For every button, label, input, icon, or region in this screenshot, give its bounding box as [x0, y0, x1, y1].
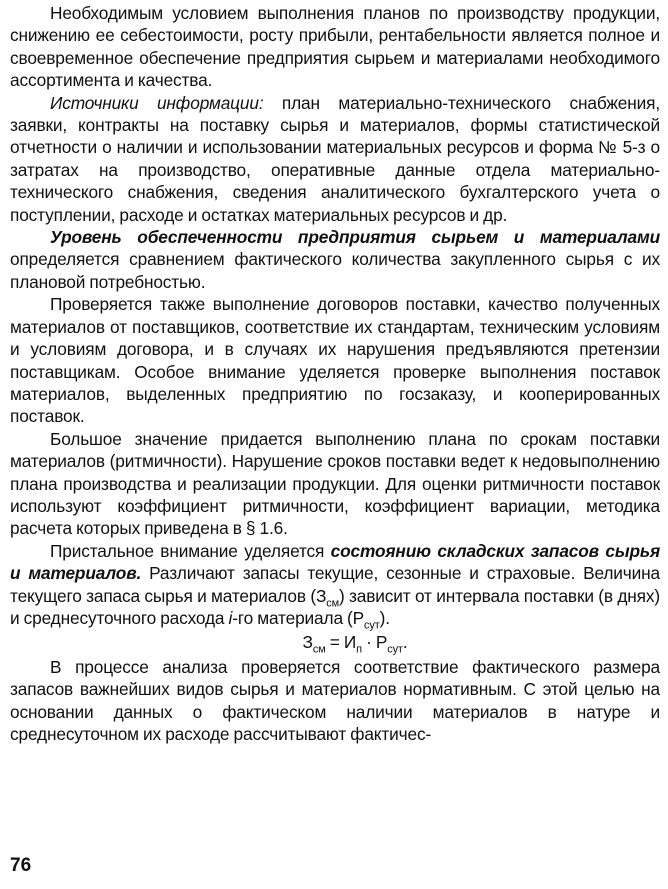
paragraph-6 — [10, 540, 660, 630]
paragraph-5-text: Большое значение придается выполнению плана по срокам поставки материалов (ритмичности). Нарушение сроков поставки ведет к недовыполнению плана производства и реализации продукции. Для оценки ритмичности поставок используют коэффициент ритмичности, коэффициент вариации, методика расчета которых приведена в § 1.6. — [10, 428, 660, 539]
supply-level-heading: Уровень обеспеченности предприятия сырьем и материалами — [50, 227, 660, 248]
formula-lhs-sub: см — [312, 643, 326, 656]
book-page — [10, 2, 660, 887]
paragraph-2 — [10, 92, 660, 226]
subscript-sm: см — [326, 597, 339, 610]
paragraph-5 — [10, 428, 660, 540]
formula-r-sub: сут — [387, 643, 403, 656]
paragraph-6-text-a: Пристальное внимание уделяется — [50, 540, 331, 561]
subscript-sut: сут — [364, 619, 380, 632]
formula-i-sub: п — [356, 643, 362, 656]
paragraph-6-text-d: -го материала (Р — [232, 607, 365, 628]
page-number: 76 — [10, 855, 32, 876]
paragraph-7 — [10, 656, 660, 746]
stock-formula — [10, 631, 660, 656]
formula-dot: · Р — [361, 632, 388, 653]
paragraph-1 — [10, 2, 660, 92]
paragraph-1-text: Необходимым условием выполнения планов по производству продукции, снижению ее себестоимости, росту прибыли, рентабельности является полное и своевременное обеспечение предприятия сырьем и материалами необходимого ассортимента и качества. — [10, 3, 660, 91]
paragraph-6-text-c: ) зависит от интервала поставки (в днях) и среднесуточного расхода — [10, 585, 660, 628]
formula-eq: = И — [325, 632, 357, 653]
paragraph-3-text: определяется сравнением фактического количества закупленного сырья с их плановой потребностью. — [10, 249, 660, 292]
paragraph-4 — [10, 293, 660, 427]
paragraph-7-text: В процессе анализа проверяется соответствие фактического размера запасов важнейших видов сырья и материалов нормативным. С этой целью на основании данных о фактическом наличии материалов в натуре и среднесуточном их расходе рассчитывают фактичес- — [10, 656, 660, 744]
paragraph-2-text: план материально-технического снабжения, заявки, контракты на поставку сырья и материалов, формы статистической отчетности о наличии и использовании материальных ресурсов и форма № 5-з о затратах на производство, оперативные данные отдела материально-технического снабжения, сведения аналитического бухгалтерского учета о поступлении, расходе и остатках материальных ресурсов и др. — [10, 92, 660, 225]
warehouse-stock-heading: состоянию складских запасов сырья и материалов. — [10, 540, 660, 584]
paragraph-4-text: Проверяется также выполнение договоров поставки, качество полученных материалов от поставщиков, соответствие их стандартам, техническим условиям и условиям договора, и в случаях их нарушения предъявляются претензии поставщикам. Особое внимание уделяется проверке выполнения поставок материалов, выделенных предприятию по госзаказу, и кооперированных поставок. — [10, 294, 660, 427]
paragraph-6-text-b: Различают запасы текущие, сезонные и страховые. Величина текущего запаса сырья и материалов (З — [10, 563, 660, 606]
information-sources-heading: Источники информации: — [50, 92, 264, 113]
variable-i: i — [228, 607, 233, 628]
paragraph-3 — [10, 226, 660, 293]
formula-end: . — [402, 632, 408, 653]
paragraph-6-text-e: ). — [379, 607, 390, 628]
formula-lhs: З — [302, 632, 313, 653]
